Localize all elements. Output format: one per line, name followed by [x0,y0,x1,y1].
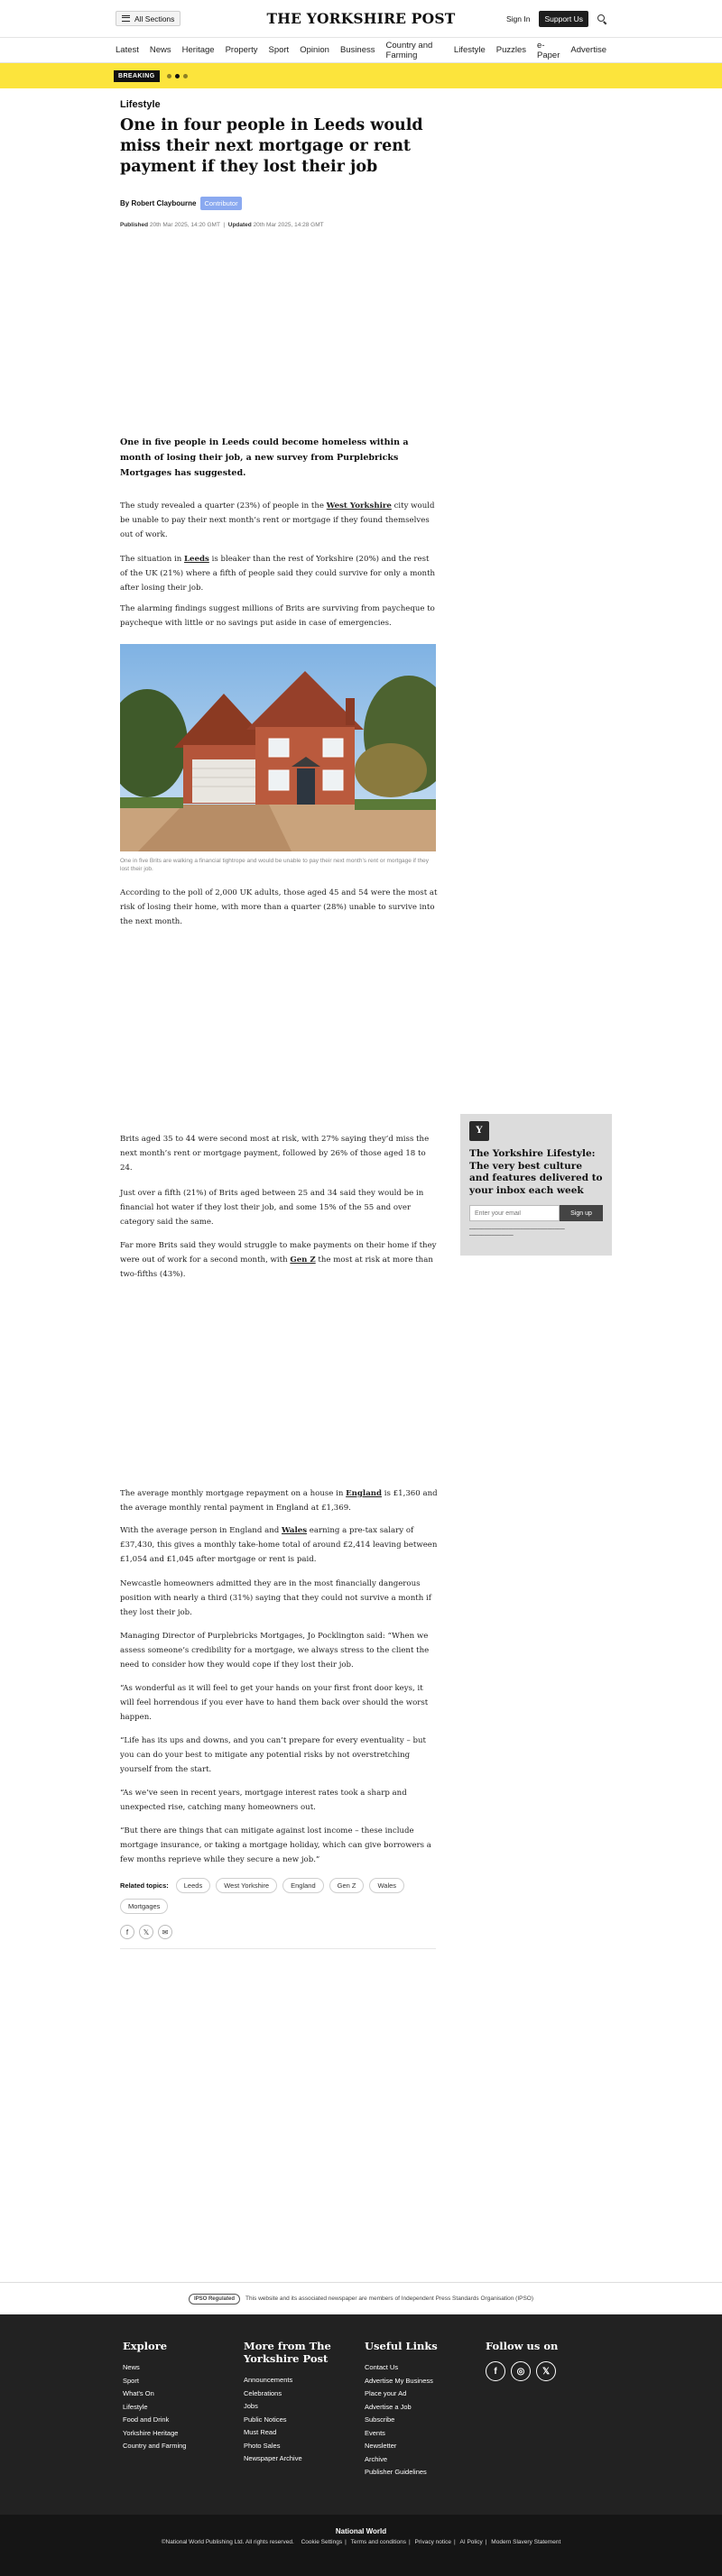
sign-in-link[interactable]: Sign In [506,14,531,23]
search-icon[interactable] [597,14,606,23]
nav-item[interactable]: Opinion [300,45,329,55]
house-illustration [120,644,436,851]
legal-link[interactable]: AI Policy [459,2539,483,2545]
copyright-text: ©National World Publishing Ltd. All rights reserved. [161,2539,294,2545]
text: city would be unable to pay their next month’s rent or mortgage if they found themselves out of work. [120,501,435,539]
nav-item[interactable]: Advertise [570,45,606,55]
nav-item[interactable]: Latest [116,45,139,55]
paragraph [120,1486,438,1515]
pager-dot-active[interactable] [175,74,180,78]
contributor-badge: Contributor [200,197,241,210]
footer-column-title: Useful Links [365,2340,438,2352]
topic-link-england[interactable]: England [346,1489,383,1498]
updated-label: Updated [227,222,252,228]
paragraph: Managing Director of Purplebricks Mortgages, Jo Pocklington said: “When we assess someone’s credibility for a mortgage, we always stress to the client the need to consider how they would cope if they lost their job. [120,1632,430,1670]
nav-item[interactable]: Business [339,45,375,55]
nav-item[interactable]: Lifestyle [453,45,486,55]
nav-item[interactable]: Country and Farming [385,40,433,60]
image-caption: One in five Brits are walking a financial tightrope and would be unable to pay their next month’s rent or mortgage if they lost their job. [120,858,430,872]
footer-link[interactable]: Food and Drink [123,2415,170,2424]
top-right-actions [506,11,606,27]
text: is bleaker than the rest of Yorkshire (20%) and the rest of the UK (21%) where a fifth of people said they could survive for only a month after losing their job. [120,555,436,593]
breaking-badge: BREAKING [114,70,160,82]
author-name[interactable]: By Robert Claybourne [120,199,197,207]
share-buttons [120,1925,172,1939]
footer-link[interactable]: Photo Sales [244,2441,281,2450]
all-sections-label: All Sections [134,14,175,23]
social-links [486,2361,606,2381]
published-label: Published [120,222,149,228]
paragraph: Brits aged 35 to 44 were second most at risk, with 27% saying they’d miss the next month’s rent or mortgage payment, followed by 26% of those aged 18 to 24. [120,1135,430,1173]
topic-link-gen-z[interactable]: Gen Z [290,1256,316,1265]
paragraph: “But there are things that can mitigate against lost income – these include mortgage insurance, or taking a mortgage holiday, which can give borrowers a few months reprieve while they secure a new job.” [120,1826,431,1864]
x-twitter-icon[interactable]: 𝕏 [536,2361,556,2381]
ipso-logo[interactable]: IPSO Regulated [189,2294,240,2305]
instagram-icon[interactable]: ◎ [511,2361,531,2381]
newsletter-logo: Y [469,1121,489,1141]
section-label[interactable]: Lifestyle [120,99,161,110]
footer-column-title: More from The Yorkshire Post [244,2340,331,2365]
footer-link[interactable]: Announcements [244,2376,293,2384]
paragraph [120,499,438,542]
menu-icon [122,15,130,22]
newsletter-form [469,1205,603,1221]
top-bar [0,0,722,38]
topic-pill[interactable]: Wales [369,1878,404,1893]
newsletter-title: The Yorkshire Lifestyle: The very best culture and features delivered to your inbox each week [469,1148,603,1196]
footer-link[interactable]: Yorkshire Heritage [123,2428,179,2437]
breaking-pager [167,74,188,78]
article-headline: One in four people in Leeds would miss their next mortgage or rent payment if they lost their job [120,116,423,176]
footer-link[interactable]: Celebrations [244,2388,282,2397]
footer-link[interactable]: Publisher Guidelines [365,2468,427,2476]
paragraph: “As we’ve seen in recent years, mortgage interest rates took a sharp and unexpected rise, catching many homeowners out. [120,1789,407,1812]
topic-pill[interactable]: Mortgages [120,1899,168,1914]
pager-dot[interactable] [167,74,171,78]
topic-link-wales[interactable]: Wales [281,1526,308,1535]
main-nav [0,38,722,63]
related-topics-label: Related topics: [120,1881,169,1890]
newsletter-signup-button[interactable]: Sign up [560,1205,603,1221]
footer-more-column [244,2340,365,2515]
text: Far more Brits said they would struggle to make payments on their home if they were out of work for a second month, with [120,1241,437,1265]
footer-link[interactable]: Jobs [244,2402,258,2410]
topic-pill[interactable]: West Yorkshire [216,1878,277,1893]
text: the most at risk at more than two-fifths (43%). [120,1256,433,1279]
newsletter-email-input[interactable] [469,1205,560,1221]
nav-item[interactable]: Heritage [181,45,215,55]
ipso-banner [0,2282,722,2314]
breaking-news-bar [0,63,722,88]
ipso-text: This website and its associated newspaper are members of Independent Press Standards Organisation (IPSO) [245,2295,534,2302]
footer-link[interactable]: Events [365,2428,385,2437]
footer-follow-column [486,2340,606,2515]
legal-link[interactable]: Terms and conditions [350,2539,407,2545]
paragraph [120,552,438,595]
article-dates [120,222,324,228]
footer-useful-column [365,2340,486,2515]
published-date: 20th Mar 2025, 14:20 GMT [149,222,220,228]
topic-pill[interactable]: Gen Z [329,1878,365,1893]
article-image-house[interactable] [120,644,436,851]
text: The average monthly mortgage repayment on a house in [120,1489,347,1498]
date-separator: | [221,222,227,228]
topic-link-leeds[interactable]: Leeds [184,555,209,564]
x-twitter-icon[interactable]: 𝕏 [139,1925,153,1939]
all-sections-button[interactable] [116,11,180,26]
paragraph: “Life has its ups and downs, and you can’t prepare for every eventuality – but you can do your best to mitigate any potential risks by not overstretching yourself from the start. [120,1736,426,1774]
footer-link[interactable]: Newsletter [365,2442,397,2450]
legal-link[interactable]: Privacy notice [414,2539,451,2545]
topic-pill[interactable]: Leeds [176,1878,210,1893]
topic-pill[interactable]: England [282,1878,324,1893]
masthead-logo[interactable]: THE YORKSHIRE POST [266,10,456,27]
footer-bottom-bar [0,2515,722,2576]
footer-link[interactable]: Archive [365,2454,388,2463]
national-world-logo[interactable]: National World [335,2527,387,2535]
nav-item[interactable]: Sport [268,45,290,55]
paragraph [120,1238,438,1282]
footer-link[interactable]: Sport [123,2376,139,2385]
footer-link[interactable]: Public Notices [244,2415,287,2424]
byline [120,197,242,210]
text: is £1,360 and the average monthly rental payment in England at £1,369. [120,1489,438,1513]
footer-link[interactable]: Lifestyle [123,2402,148,2411]
nav-item[interactable]: Property [225,45,258,55]
facebook-icon[interactable]: f [486,2361,505,2381]
footer-column-title: Explore [123,2340,168,2352]
email-icon[interactable]: ✉ [158,1925,172,1939]
footer-link[interactable]: Contact Us [365,2363,399,2371]
paragraph: Newcastle homeowners admitted they are in the most financially dangerous position with nearly a third (31%) saying that they could not survive a month if they lost their job. [120,1579,431,1617]
footer-column-title: Follow us on [486,2340,559,2352]
divider [120,1948,436,1949]
facebook-icon[interactable]: f [120,1925,134,1939]
support-us-button[interactable]: Support Us [539,11,588,27]
paragraph: The alarming findings suggest millions of Brits are surviving from paycheque to paycheque with little or no savings put aside in case of emergencies. [120,604,435,628]
footer-link[interactable]: Subscribe [365,2415,395,2424]
nav-item[interactable]: e-Paper [537,40,560,60]
related-topics [120,1878,445,1914]
newsletter-signup-box [460,1114,612,1256]
footer-link[interactable]: What's On [123,2389,154,2397]
pager-dot[interactable] [183,74,188,78]
footer-link[interactable]: Advertise a Job [365,2402,412,2411]
paragraph: Just over a fifth (21%) of Brits aged between 25 and 34 said they would be in financial hot water if they lost their job, and some 15% of the 55 and over category said the same. [120,1189,424,1227]
footer-link[interactable]: Newspaper Archive [244,2454,302,2462]
footer-link[interactable]: Place your Ad [365,2389,407,2397]
legal-links: ©National World Publishing Ltd. All rights reserved. Cookie Settings | Terms and conditions | Privacy notice | AI Policy | Modern Slavery Statement [161,2539,561,2545]
legal-link[interactable]: Modern Slavery Statement [491,2539,561,2545]
footer-link[interactable]: Must Read [244,2428,277,2436]
article-lead: One in five people in Leeds could become homeless within a month of losing their job, a new survey from Purplebricks Mortgages has suggested. [120,437,409,478]
paragraph: According to the poll of 2,000 UK adults, those aged 45 and 54 were the most at risk of losing their home, with more than a quarter (28%) unable to survive into the next month. [120,888,438,926]
paragraph [120,1523,438,1567]
newsletter-legal-text: ━━━━━━━━━━━━━━━━━━━━━━━━━━━━━━━━━━━━━━━ ━━━━━━━━━━━━━━━━━━ [469,1227,565,1237]
paragraph: “As wonderful as it will feel to get your hands on your first front door keys, it will feel horrendous if you ever have to hand them back over should the worst happen. [120,1684,429,1722]
footer-link[interactable]: News [123,2363,140,2371]
updated-date: 20th Mar 2025, 14:28 GMT [253,222,324,228]
footer-explore-column [123,2340,244,2515]
text: The situation in [120,555,185,564]
text: With the average person in England and [120,1526,282,1535]
site-footer [0,2314,722,2515]
nav-item[interactable]: Puzzles [495,45,527,55]
footer-link[interactable]: Advertise My Business [365,2376,433,2385]
text: The study revealed a quarter (23%) of people in the [120,501,327,511]
text: earning a pre-tax salary of £37,430, this gives a monthly take-home total of around £2,414 leaving between £1,054 and £1,045 after mortgage or rent is paid. [120,1526,438,1564]
nav-item[interactable]: News [149,45,171,55]
topic-link-west-yorkshire[interactable]: West Yorkshire [326,501,392,511]
legal-link[interactable]: Cookie Settings [301,2539,343,2545]
footer-link[interactable]: Country and Farming [123,2442,187,2450]
